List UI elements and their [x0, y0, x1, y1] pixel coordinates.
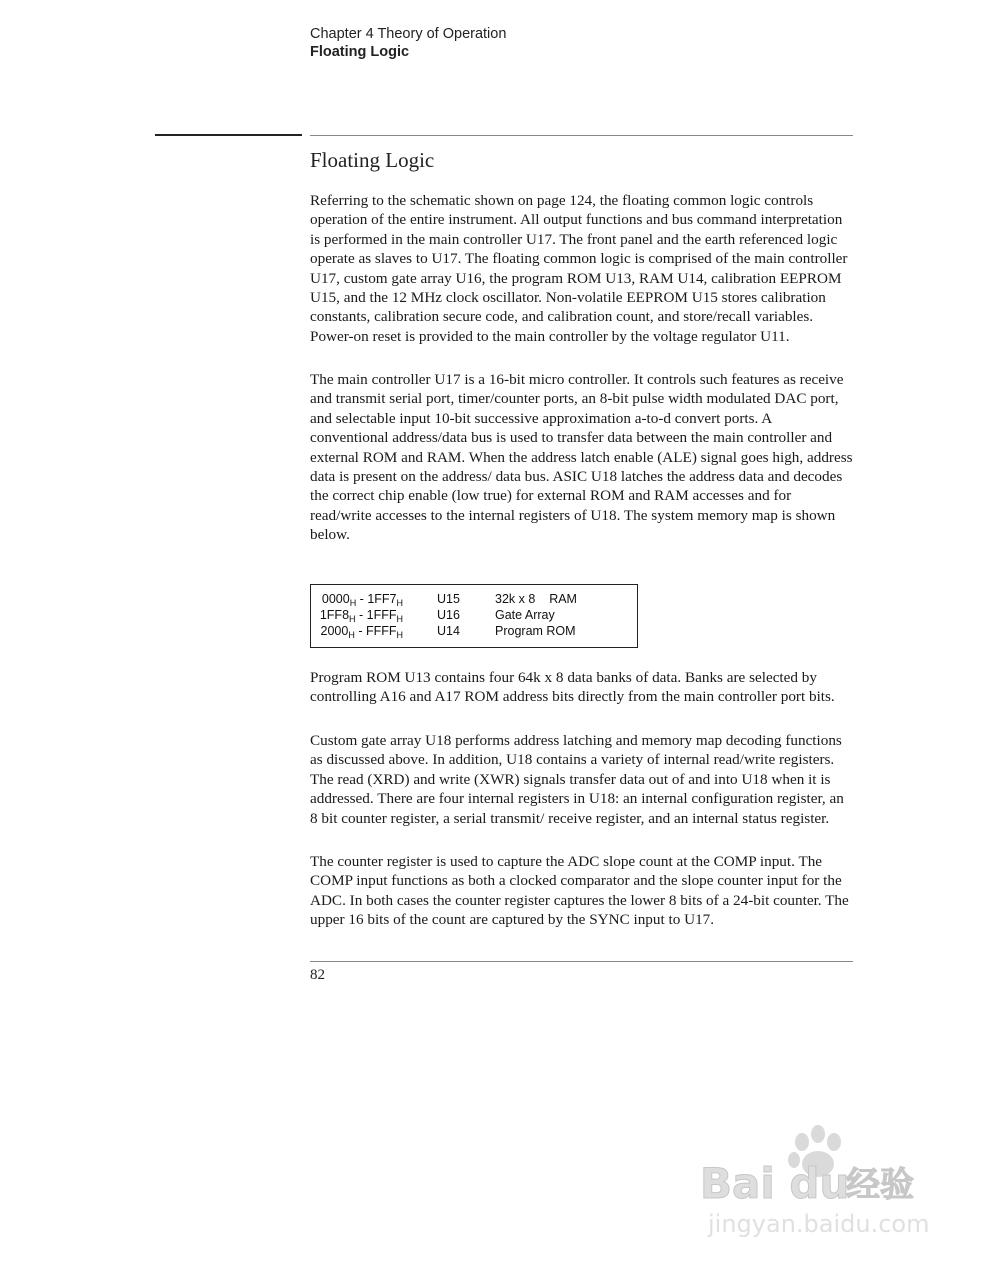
footer-rule: [310, 961, 853, 962]
address-range: $1FF8_H - 1FFF_H$: [319, 608, 403, 624]
paragraph-custom-gate-array: Custom gate array U18 performs address latching and memory map decoding functions as discussed above. In addition, U18 contains a variety of internal read/write registers. The read (XRD) and write (XWR) signals transfer data out of and into U18 when it is addressed. There are four internal registers in U18: an internal configuration register, an 8 bit counter register, a serial transmit/ receive register, and an internal status register.: [310, 732, 844, 827]
watermark-cn: 经验: [846, 1165, 914, 1205]
memory-map-row: [311, 591, 637, 607]
running-head: [310, 25, 506, 61]
watermark-brand: Bai du: [700, 1159, 850, 1208]
heading-rule-right: [310, 135, 853, 136]
chip-id: U14: [437, 624, 460, 638]
chip-description: Gate Array: [495, 608, 555, 622]
chip-description: Program ROM: [495, 624, 576, 638]
paragraph-floating-logic-overview: Referring to the schematic shown on page 124, the floating common logic controls operation of the entire instrument. All output functions and bus command interpretation is performed in the main controller U17. The front panel and the earth referenced logic operate as slaves to U17. The floating common logic is comprised of the main controller U17, custom gate array U16, the program ROM U13, RAM U14, calibration EEPROM U15, and the 12 MHz clock oscillator. Non-volatile EEPROM U15 stores calibration constants, calibration secure code, and calibration count, and store/recall variables. Power-on reset is provided to the main controller by the voltage regulator U11.: [310, 192, 848, 345]
paragraph-main-controller: The main controller U17 is a 16-bit micro controller. It controls such features as receive and transmit serial port, timer/counter ports, an 8-bit pulse width modulated DAC port, and selectable input 10-bit successive approximation a-to-d convert ports. A conventional address/data bus is used to transfer data between the main controller and external ROM and RAM. When the address latch enable (ALE) signal goes high, address data is present on the address/ data bus. ASIC U18 latches the address data and decodes the correct chip enable (low true) for external ROM and RAM accesses and for read/write accesses to the internal registers of U18. The system memory map is shown below.: [310, 371, 853, 544]
watermark-url: jingyan.baidu.com: [708, 1210, 930, 1238]
address-range: $2000_H$ - $FFFF_H$: [320, 624, 403, 640]
chip-id: U16: [437, 608, 460, 622]
page-number: 82: [310, 967, 325, 983]
chip-description: 32k x 8 RAM: [495, 592, 577, 606]
memory-map-row: [311, 607, 637, 623]
address-range: $0000_H - 1FF7_H$: [321, 592, 403, 608]
page-heading: Floating Logic: [310, 148, 435, 172]
paragraph-counter-register: The counter register is used to capture the ADC slope count at the COMP input. The COMP input functions as both a clocked comparator and the slope counter input for the ADC. In both cases the counter register captures the lower 8 bits of a 24-bit counter. The upper 16 bits of the count are captured by the SYNC input to U17.: [310, 853, 849, 929]
chip-id: U15: [437, 592, 460, 606]
heading-rule-left: [155, 134, 302, 136]
chapter-title: Chapter 4 Theory of Operation: [310, 26, 507, 42]
memory-map-row: [311, 623, 637, 639]
memory-map-table: [310, 584, 638, 648]
paragraph-program-rom: Program ROM U13 contains four 64k x 8 data banks of data. Banks are selected by controlling A16 and A17 ROM address bits directly from the main controller port bits.: [310, 669, 835, 706]
section-title: Floating Logic: [310, 44, 410, 60]
baidu-watermark: [690, 1120, 950, 1250]
